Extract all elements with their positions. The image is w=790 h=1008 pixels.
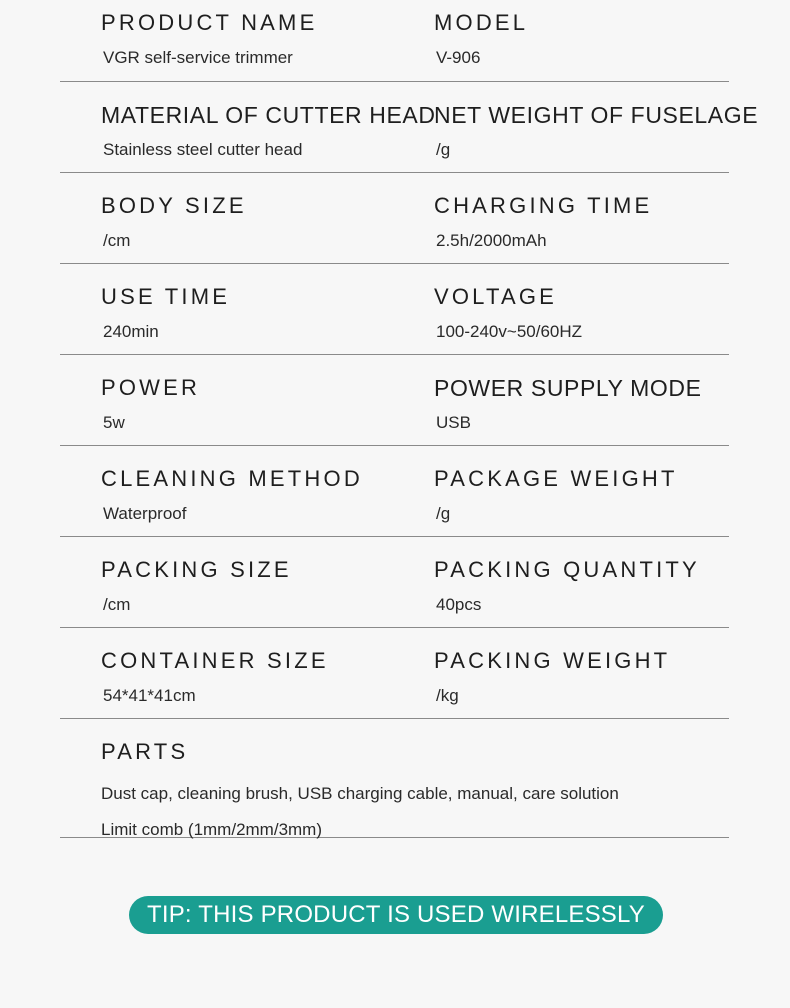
parts-row: [60, 719, 729, 838]
spec-label: PACKING WEIGHT: [434, 648, 671, 673]
spec-table: [60, 0, 759, 839]
spec-row: [60, 173, 729, 264]
spec-label: MATERIAL OF CUTTER HEAD: [101, 102, 436, 128]
spec-value: 100-240v~50/60HZ: [436, 322, 583, 341]
spec-value: 240min: [103, 322, 159, 341]
spec-value: V-906: [436, 48, 481, 67]
spec-value: /kg: [436, 686, 459, 705]
spec-row: [60, 355, 729, 446]
spec-row: [60, 264, 729, 355]
spec-value: /g: [436, 140, 451, 159]
spec-value: /g: [436, 504, 451, 523]
parts-list: Dust cap, cleaning brush, USB charging cable, manual, care solution: [101, 784, 619, 803]
spec-value: USB: [436, 413, 471, 432]
spec-label: PACKING QUANTITY: [434, 557, 700, 582]
spec-label: PRODUCT NAME: [101, 10, 318, 35]
spec-label: MODEL: [434, 10, 529, 35]
spec-value: /cm: [103, 595, 131, 614]
spec-value: 40pcs: [436, 595, 482, 614]
spec-label: POWER SUPPLY MODE: [434, 375, 702, 401]
spec-label: PACKING SIZE: [101, 557, 292, 582]
spec-label: CONTAINER SIZE: [101, 648, 329, 673]
spec-value: 5w: [103, 413, 125, 432]
spec-row: [60, 537, 729, 628]
tip-banner: TIP: THIS PRODUCT IS USED WIRELESSLY: [129, 896, 663, 934]
spec-label: CLEANING METHOD: [101, 466, 363, 491]
parts-label: PARTS: [101, 739, 189, 764]
spec-label: USE TIME: [101, 284, 231, 309]
spec-value: 54*41*41cm: [103, 686, 196, 705]
spec-label: POWER: [101, 375, 201, 400]
spec-value: VGR self-service trimmer: [103, 48, 293, 67]
spec-value: Waterproof: [103, 504, 187, 523]
spec-row: [60, 82, 759, 173]
spec-label: NET WEIGHT OF FUSELAGE: [434, 102, 759, 128]
spec-row: [60, 0, 729, 82]
spec-value: /cm: [103, 231, 131, 250]
parts-list-secondary: Limit comb (1mm/2mm/3mm): [101, 820, 323, 839]
spec-label: VOLTAGE: [434, 284, 558, 309]
spec-value: Stainless steel cutter head: [103, 140, 303, 159]
spec-label: CHARGING TIME: [434, 193, 653, 218]
spec-row: [60, 446, 729, 537]
spec-value: 2.5h/2000mAh: [436, 231, 547, 250]
spec-label: BODY SIZE: [101, 193, 247, 218]
spec-row: [60, 628, 729, 719]
spec-label: PACKAGE WEIGHT: [434, 466, 678, 491]
